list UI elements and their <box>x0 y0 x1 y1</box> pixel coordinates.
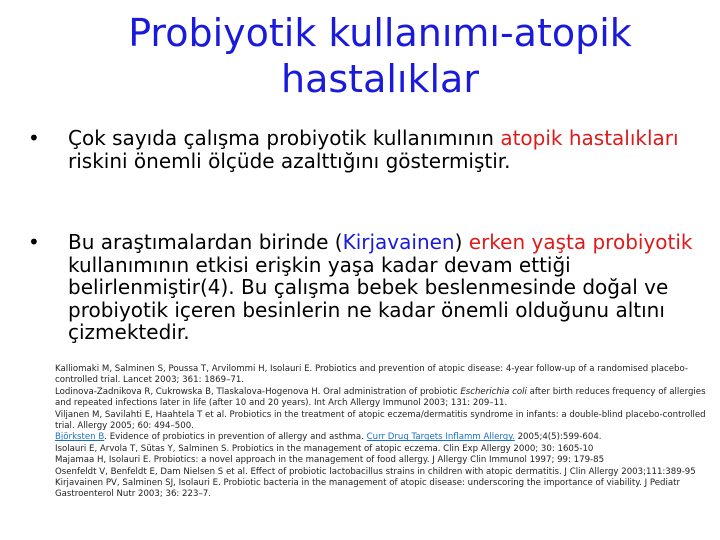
bullet-2-text-a: Bu araştımalardan birinde ( <box>68 230 343 254</box>
reference-item-3: Viljanen M, Savilahti E, Haahtela T et al. Probiotics in the treatment of atopic eczema/dermatitis syndrome in infants: a double-blind placebo-controlled trial. Allergy 2005; 60: 494–500. <box>55 409 706 432</box>
reference-2-text-b: after birth reduces frequency of allergies and repeated infections later in life (after 10 and 20 years). Int Arch Allergy Immunol 2003; 131: 209–11. <box>55 386 706 409</box>
bullet-1-highlight: atopik hastalıkları <box>500 126 679 150</box>
reference-item-2 <box>55 387 710 410</box>
reference-4-text: . Evidence of probiotics in prevention of allergy and asthma. <box>104 432 367 443</box>
reference-item-8: Kirjavainen PV, Salminen SJ, Isolauri E. Probiotic bacteria in the management of atopic disease: underscoring the importance of viability. J Pediatr Gastroenterol Nutr 2003; 36: 223–7. <box>55 478 681 500</box>
bullet-2-text-c: kullanımının etkisi erişkin yaşa kadar devam ettiği belirlenmiştir(4). Bu çalışma bebek beslenmesinde doğal ve probiyotik içeren besinlerin ne kadar önemli olduğunu altını çizmektedir. <box>68 252 669 344</box>
reference-item-1: Kalliomaki M, Salminen S, Poussa T, Arvilommi H, Isolauri E. Probiotics and prevention of atopic disease: 4-year follow-up of a randomised placebo-controlled trial. Lancet 2003; 361: 1869–71. <box>55 364 689 386</box>
bullet-text-1 <box>68 127 708 172</box>
reference-item-4 <box>55 432 710 443</box>
slide-title-line-1: Probiyotik kullanımı-atopik <box>128 11 632 55</box>
bullet-2-text-b: ) <box>454 230 469 254</box>
reference-item-6: Majamaa H, Isolauri E. Probiotics: a novel approach in the management of food allergy. J Allergy Clin Immunol 1997; 99: 179-85 <box>55 455 605 466</box>
reference-2-italic: Escherichia coli <box>460 386 527 397</box>
bullet-text-2 <box>68 231 708 344</box>
bullet-2-highlight: erken yaşta probiyotik <box>468 230 693 254</box>
reference-item-5: Isolauri E, Arvola T, Sütas Y, Salminen S. Probiotics in the management of atopic eczema. Clin Exp Allergy 2000; 30: 1605-10 <box>55 443 594 454</box>
bullet-dot: • <box>28 230 40 254</box>
bullet-1-text-a: Çok sayıda çalışma probiyotik kullanımının <box>68 126 501 150</box>
bullet-dot: • <box>28 126 40 150</box>
slide-title <box>110 10 650 102</box>
reference-item-7: Osenfeldt V, Benfeldt E, Dam Nielsen S et al. Effect of probiotic lactobacillus strains in children with atopic dermatitis. J Clin Allergy 2003;111:389-95 <box>55 466 696 477</box>
bullet-1-text-b: riskini önemli ölçüde azalttığını göstermiştir. <box>68 148 511 173</box>
reference-4-citation: 2005;4(5):599-604. <box>514 432 602 443</box>
bullet-2-author-highlight: Kirjavainen <box>342 230 455 254</box>
reference-2-text-a: Lodinova-Zadnikova R, Cukrowska B, Tlaskalova-Hogenova H. Oral administration of probiotic <box>55 386 461 397</box>
reference-4-journal-link[interactable]: Curr Drug Targets Inflamm Allergy. <box>366 432 515 443</box>
reference-list <box>55 364 710 501</box>
slide-title-line-2: hastalıklar <box>281 57 479 101</box>
reference-4-author-link[interactable]: Björksten B <box>55 432 105 443</box>
